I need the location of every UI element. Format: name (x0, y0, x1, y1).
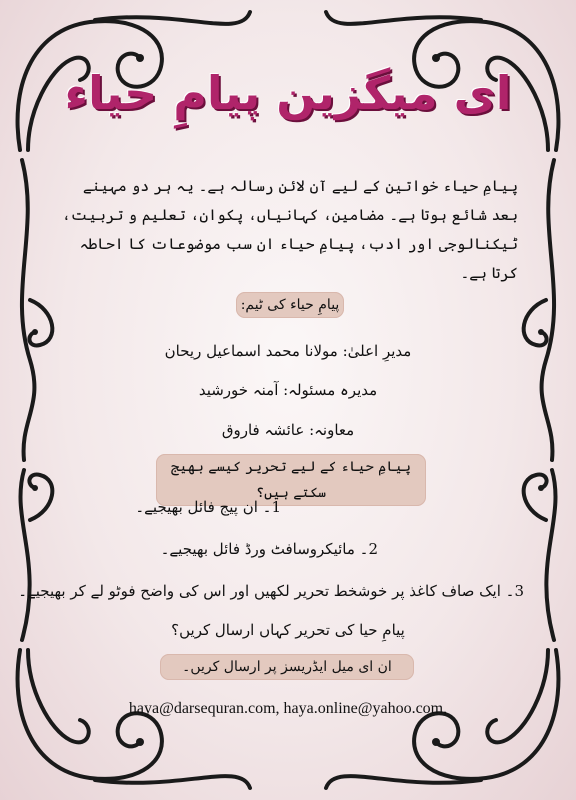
assistant-editor: معاونہ: عائشہ فاروق (221, 421, 355, 439)
where-to-send-answer: ان ای میل ایڈریسز پر ارسال کریں۔ (160, 654, 414, 680)
managing-editor: مدیرہ مسئولہ: آمنہ خورشید (198, 381, 378, 399)
submission-step-2: 2۔ مائیکروسافٹ ورڈ فائل بھیجیے۔ (160, 540, 378, 558)
email-addresses[interactable]: haya@darsequran.com, haya.online@yahoo.com, (128, 700, 448, 717)
magazine-title: ای میگزین پیامِ حیاء (64, 66, 512, 120)
where-to-send-question: پیامِ حیا کی تحریر کہاں ارسال کریں؟ (171, 621, 405, 639)
submission-step-3: 3۔ ایک صاف کاغذ پر خوشخط تحریر لکھیں اور اس کی واضح فوٹو لے کر بھیجیے۔ (18, 582, 524, 600)
team-heading: پیامِ حیاء کی ٹیم: (236, 292, 344, 318)
submission-heading: پیامِ حیاء کے لیے تحریر کیسے بھیج سکتے ہیں؟ (156, 454, 426, 506)
submission-step-1: 1۔ ان پیج فائل بھیجیے۔ (135, 498, 281, 516)
editor-in-chief: مدیرِ اعلیٰ: مولانا محمد اسماعیل ریحان (164, 342, 412, 360)
intro-paragraph: پیامِ حیاء خواتین کے لیے آن لائن رسالہ ہے۔ یہ ہر دو مہینے بعد شائع ہوتا ہے۔ مضامین، کہانیاں، پکوان، تعلیم و تربیت، ٹیکنالوجی اور ادب، پیامِ حیاء ان سب موضوعات کا احاطہ کرتا ہے۔ (62, 177, 518, 282)
